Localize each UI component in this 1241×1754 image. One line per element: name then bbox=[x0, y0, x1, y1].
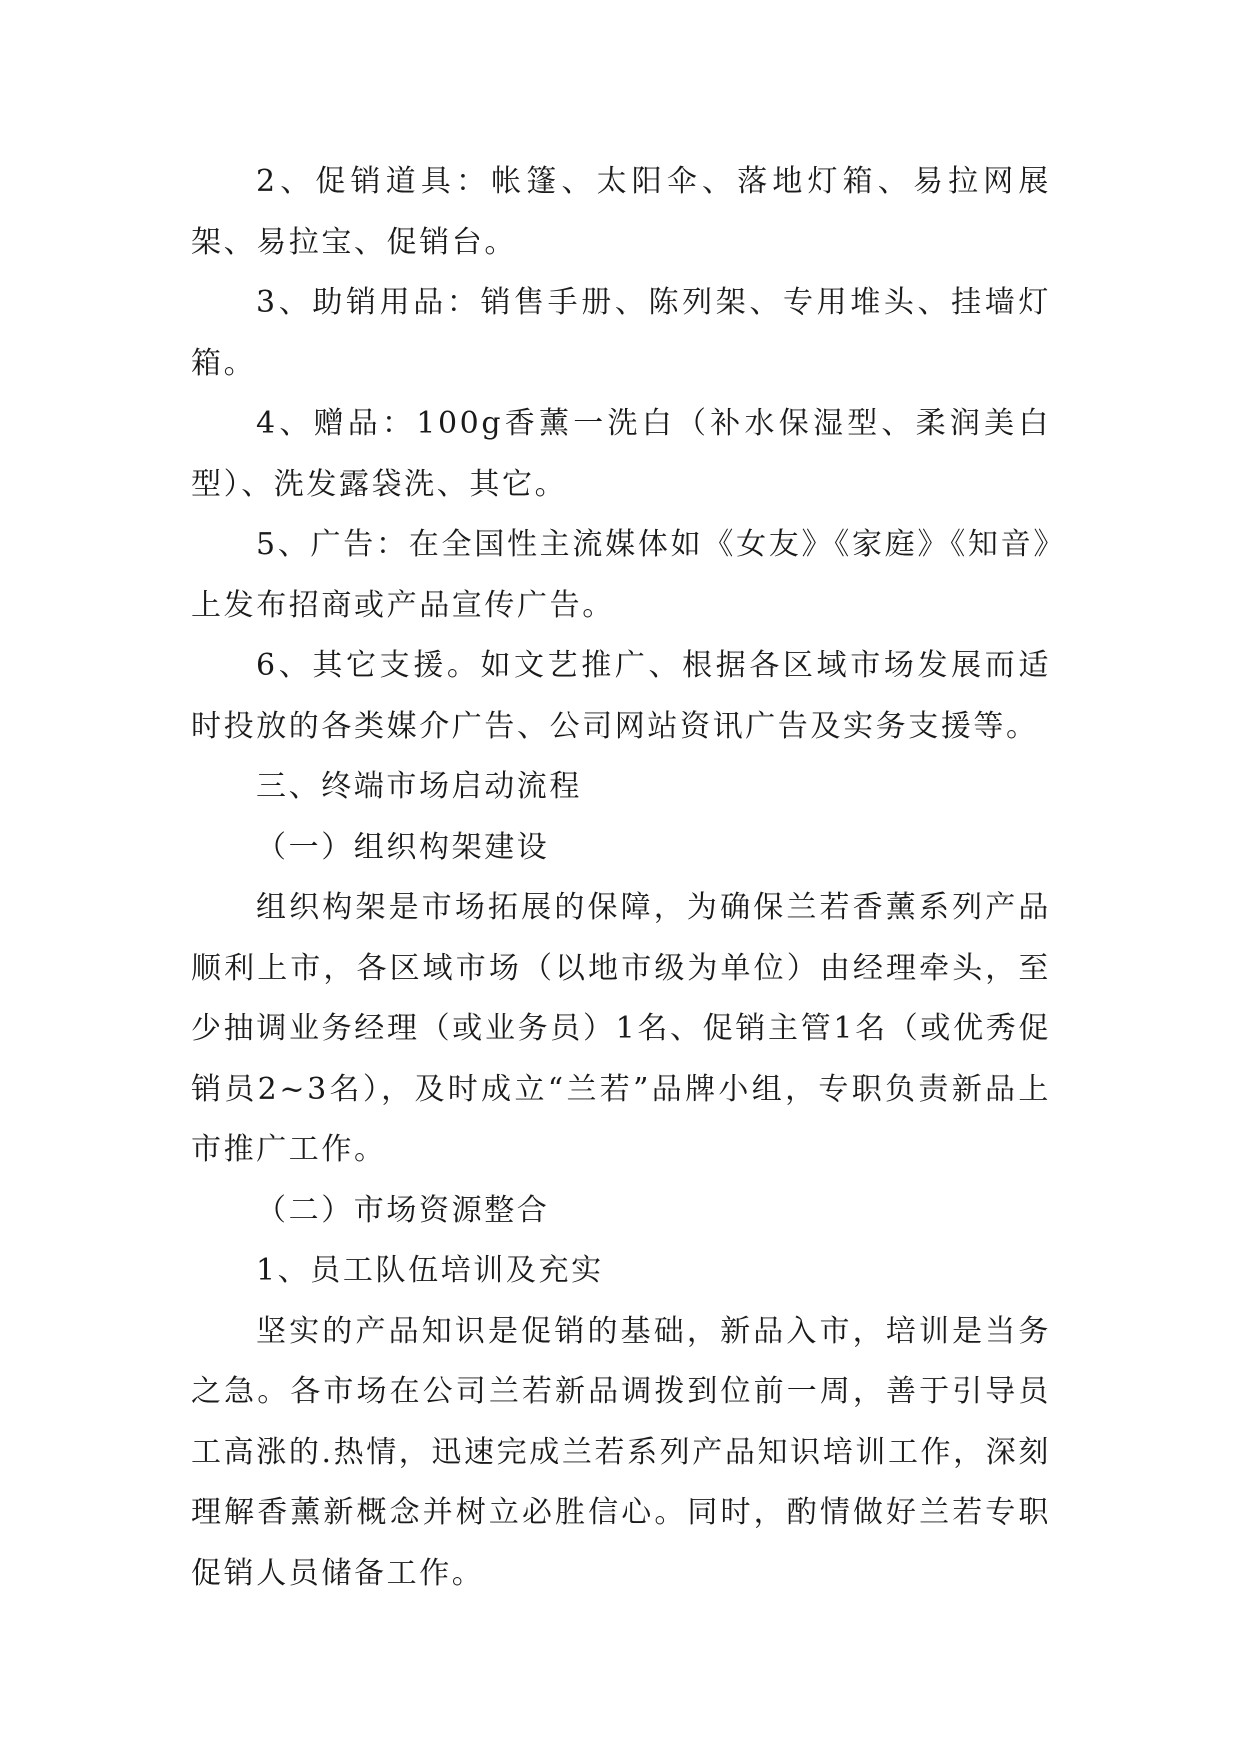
subheading-organization: （一）组织构架建设 bbox=[256, 829, 550, 865]
paragraph-staff-training: 坚实的产品知识是促销的基础，新品入市，培训是当务之急。各市场在公司兰若新品调拨到位前一周，善于引导员工高涨的.热情，迅速完成兰若系列产品知识培训工作，深刻理解香薰新概念并树立必胜信心。同时，酌情做好兰若专职促销人员储备工作。 bbox=[191, 1313, 1051, 1591]
paragraph-organization: 组织构架是市场拓展的保障，为确保兰若香薰系列产品顺利上市，各区域市场（以地市级为单位）由经理牵头，至少抽调业务经理（或业务员）1名、促销主管1名（或优秀促销员2~3名），及时成立“兰若”品牌小组，专职负责新品上市推广工作。 bbox=[191, 890, 1051, 1167]
paragraph-gifts: 4、赠品：100g香薰一洗白（补水保湿型、柔润美白型）、洗发露袋洗、其它。 bbox=[191, 406, 1051, 502]
paragraph-promo-props: 2、促销道具：帐篷、太阳伞、落地灯箱、易拉网展架、易拉宝、促销台。 bbox=[191, 164, 1051, 260]
section-heading-launch-process: 三、终端市场启动流程 bbox=[256, 769, 582, 804]
subheading-resource-integration: （二）市场资源整合 bbox=[256, 1192, 550, 1228]
heading-staff-training: 1、员工队伍培训及充实 bbox=[256, 1253, 604, 1288]
document-body bbox=[191, 152, 1051, 1604]
paragraph-other-support: 6、其它支援。如文艺推广、根据各区域市场发展而适时投放的各类媒介广告、公司网站资讯广告及实务支援等。 bbox=[191, 648, 1051, 744]
paragraph-sales-aids: 3、助销用品：销售手册、陈列架、专用堆头、挂墙灯箱。 bbox=[191, 285, 1051, 381]
paragraph-advertising: 5、广告：在全国性主流媒体如《女友》《家庭》《知音》上发布招商或产品宣传广告。 bbox=[191, 527, 1051, 623]
